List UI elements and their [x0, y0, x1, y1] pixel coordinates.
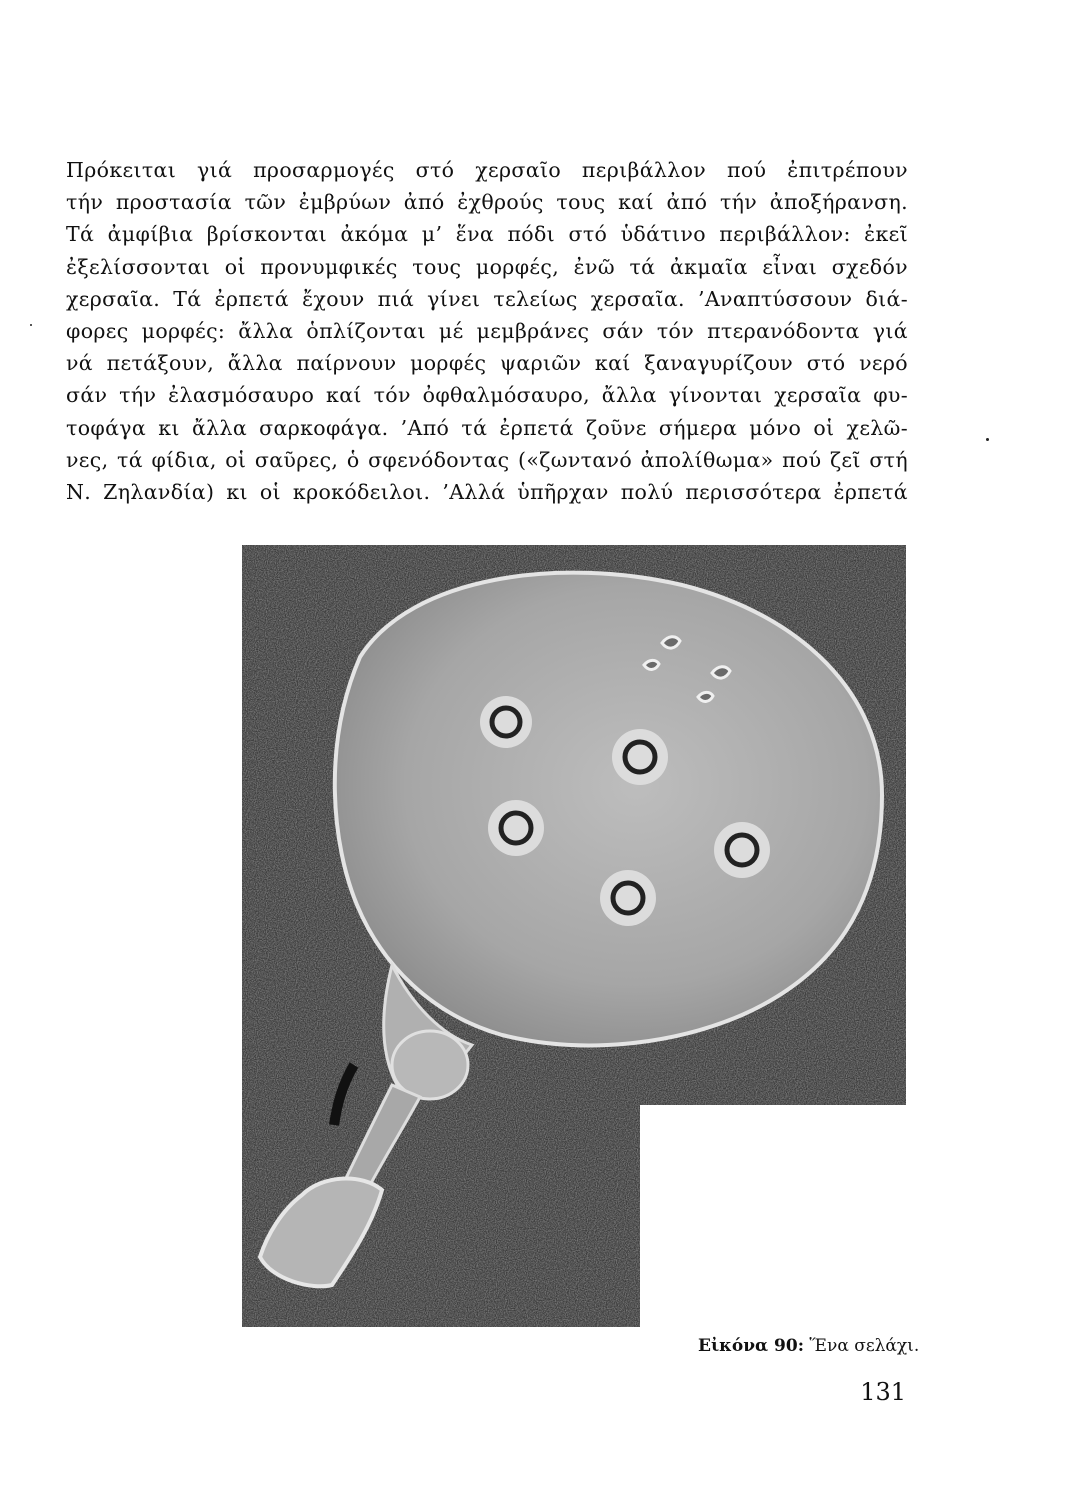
- electric-ray-photo: [242, 545, 906, 1327]
- page-number: 131: [860, 1378, 906, 1406]
- scan-speck: [30, 324, 32, 326]
- text-line: χερσαῖα. Τά ἐρπετά ἔχουν πιά γίνει τελείως χερσαῖα. ’Αναπτύσσουν διά-: [66, 286, 908, 311]
- text-line: τοφάγα κι ἄλλα σαρκοφάγα. ’Από τά ἐρπετά ζοῦνε σήμερα μόνο οἱ χελῶ-: [66, 415, 908, 440]
- text-line: σάν τήν ἐλασμόσαυρο καί τόν ὀφθαλμόσαυρο, ἄλλα γίνονται χερσαῖα φυ-: [66, 383, 908, 408]
- text-line: Τά ἀμφίβια βρίσκονται ἀκόμα μ’ ἕνα πόδι στό ὑδάτινο περιβάλλον: ἐκεῖ: [66, 222, 908, 247]
- figure-caption: [698, 1336, 920, 1356]
- text-line: Ν. Ζηλανδία) κι οἱ κροκόδειλοι. ’Αλλά ὑπῆρχαν πολύ περισσότερα ἐρπετά: [66, 480, 908, 505]
- text-line: ἐξελίσσονται οἱ προνυμφικές τους μορφές, ἐνῶ τά ἀκμαῖα εἶναι σχεδόν: [66, 254, 908, 279]
- figure-caption-text: Ἕνα σελάχι.: [804, 1336, 920, 1356]
- text-line: φορες μορφές: ἄλλα ὁπλίζονται μέ μεμβράνες σάν τόν πτερανόδοντα γιά: [66, 319, 908, 344]
- figure-caption-label: Εἰκόνα 90:: [698, 1336, 804, 1356]
- text-line: Πρόκειται γιά προσαρμογές στό χερσαῖο περιβάλλον πού ἐπιτρέπουν: [66, 158, 908, 182]
- caption-cutout: [640, 1105, 906, 1327]
- text-line: νες, τά φίδια, οἱ σαῦρες, ὁ σφενόδοντας («ζωντανό ἀπολίθωμα» πού ζεῖ στή: [66, 447, 908, 472]
- scan-speck: [986, 438, 989, 441]
- text-line: νά πετάξουν, ἄλλα παίρνουν μορφές ψαριῶν καί ξαναγυρίζουν στό νερό: [66, 351, 908, 376]
- text-line: τήν προστασία τῶν ἐμβρύων ἀπό ἐχθρούς τους καί ἀπό τήν ἀποξήρανση.: [66, 190, 908, 215]
- body-paragraph: [66, 154, 908, 508]
